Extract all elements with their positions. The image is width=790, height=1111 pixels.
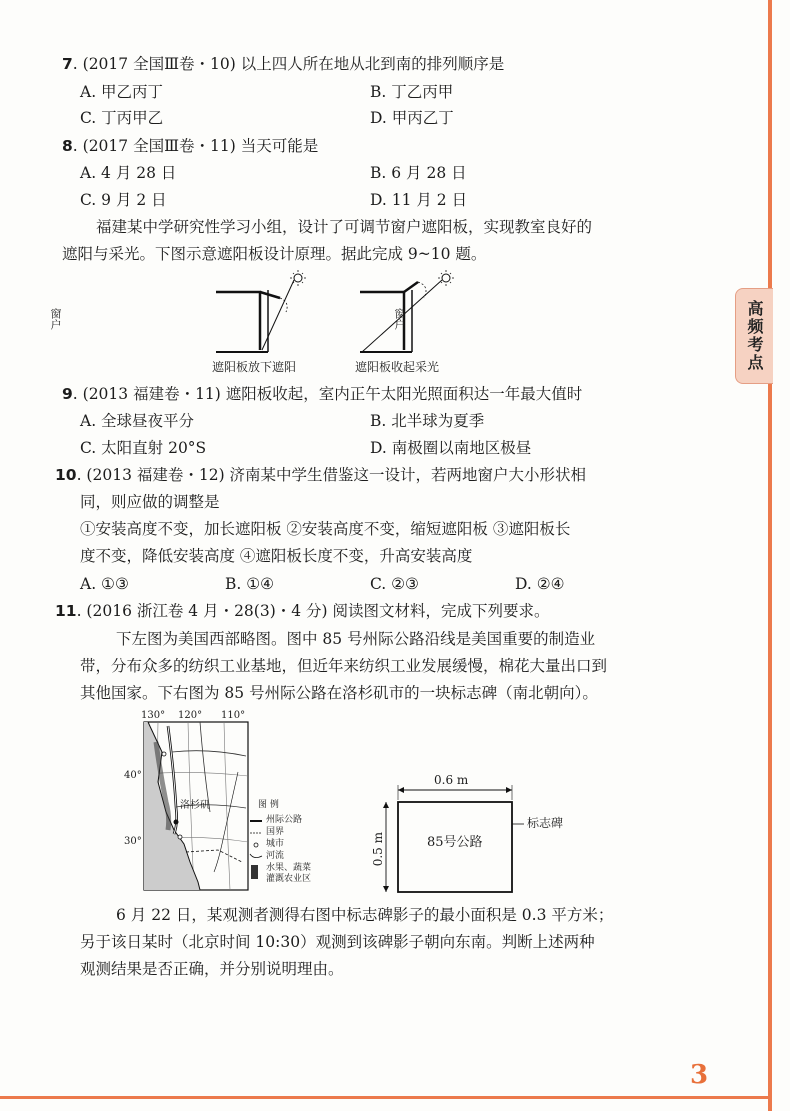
q10-option-a: A. ①③ (80, 575, 129, 593)
side-tab-label: 高频考点 (745, 300, 764, 372)
q8-option-a: A. 4 月 28 日 (80, 164, 177, 182)
q7-number: 7 (62, 55, 73, 73)
q9-option-d: D. 南极圈以南地区极昼 (370, 439, 532, 457)
q10-text-line-2: 同，则应做的调整是 (80, 493, 220, 511)
q8-option-c: C. 9 月 2 日 (80, 191, 167, 209)
q11-number: 11 (55, 602, 77, 620)
map-lon-label-110: 110° (221, 710, 246, 721)
q11-stem (55, 601, 550, 621)
sun-icon (442, 274, 450, 282)
q10-option-c: C. ②③ (370, 575, 419, 593)
q8-number: 8 (62, 137, 73, 155)
q10-body-line-2: 度不变，降低安装高度 ④遮阳板长度不变，升高安装高度 (80, 547, 473, 565)
map-lat-label-40: 40° (124, 770, 142, 781)
q8-text: . (2017 全国Ⅲ卷・11) 当天可能是 (72, 137, 319, 155)
map-city-label: 洛杉矶 (180, 800, 210, 811)
q9-option-b: B. 北半球为夏季 (370, 412, 485, 430)
sign-height-label: 0.5 m (371, 832, 385, 867)
legend-border: 国界 (266, 827, 285, 837)
side-tab (735, 288, 773, 384)
sunshade-lowered-figure (216, 270, 306, 352)
map-lon-label-130: 130° (141, 710, 166, 721)
legend-title: 图 例 (258, 800, 279, 810)
q10-body-line-1: ①安装高度不变，加长遮阳板 ②安装高度不变，缩短遮阳板 ③遮阳板长 (80, 520, 571, 538)
sunshade-raised-figure (360, 270, 454, 352)
intro-9-10-line-2: 遮阳与采光。下图示意遮阳板设计原理。据此完成 9~10 题。 (62, 245, 487, 263)
legend-irrigation: 灌溉农业区 (266, 874, 312, 884)
q10-number: 10 (55, 466, 77, 484)
q7-option-c: C. 丁丙甲乙 (80, 109, 164, 127)
q9-number: 9 (62, 385, 73, 403)
q8-option-b: B. 6 月 28 日 (370, 164, 467, 182)
sign-pointer-label: 标志碑 (527, 816, 564, 830)
legend-fruit-veg: 水果、蔬菜 (266, 863, 312, 873)
sun-icon (294, 274, 302, 282)
window-label-left: 窗户 (49, 308, 62, 330)
q10-option-d: D. ②④ (515, 575, 565, 593)
q9-text: . (2013 福建卷・11) 遮阳板收起，室内正午太阳光照面积达一年最大值时 (72, 385, 583, 403)
caption-lowered: 遮阳板放下遮阳 (212, 360, 297, 374)
map-lat-label-30: 30° (124, 836, 142, 847)
map-legend (250, 821, 262, 879)
intro-9-10-line-1: 福建某中学研究性学习小组，设计了可调节窗户遮阳板，实现教室良好的 (96, 218, 593, 236)
page-number: 3 (690, 1060, 709, 1090)
q9-option-a: A. 全球昼夜平分 (80, 412, 195, 430)
q7-text: . (2017 全国Ⅲ卷・10) 以上四人所在地从北到南的排列顺序是 (72, 55, 505, 73)
map-lon-label-120: 120° (178, 710, 203, 721)
caption-raised: 遮阳板收起采光 (355, 360, 440, 374)
q11-question-line-2: 另于该日某时（北京时间 10:30）观测到该碑影子朝向东南。判断上述两种 (80, 933, 595, 951)
q11-intro-line-2: 带，分布众多的纺织工业基地，但近年来纺织工业发展缓慢，棉花大量出口到 (80, 657, 608, 675)
q10-stem (55, 465, 586, 485)
legend-river: 河流 (266, 851, 285, 861)
q7-option-b: B. 丁乙丙甲 (370, 83, 454, 101)
q7-option-d: D. 甲丙乙丁 (370, 109, 454, 127)
q9-stem (62, 384, 582, 404)
q8-option-d: D. 11 月 2 日 (370, 191, 468, 209)
q11-question-line-1: 6 月 22 日，某观测者测得右图中标志碑影子的最小面积是 0.3 平方米； (116, 906, 614, 924)
page-bottom-rule (0, 1096, 772, 1099)
q11-question-line-3: 观测结果是否正确，并分别说明理由。 (80, 960, 344, 978)
q8-stem (62, 136, 318, 156)
q10-option-b: B. ①④ (225, 575, 275, 593)
q10-text-line-1: . (2013 福建卷・12) 济南某中学生借鉴这一设计，若两地窗户大小形状相 (76, 466, 587, 484)
q11-intro-line-1: 下左图为美国西部略图。图中 85 号州际公路沿线是美国重要的制造业 (116, 630, 596, 648)
sign-width-label: 0.6 m (434, 773, 469, 787)
q9-option-c: C. 太阳直射 20°S (80, 439, 207, 457)
los-angeles-marker (174, 820, 179, 825)
q11-intro-line-3: 其他国家。下右图为 85 号州际公路在洛杉矶市的一块标志碑（南北朝向）。 (80, 684, 598, 702)
q11-text: . (2016 浙江卷 4 月・28(3)・4 分) 阅读图文材料，完成下列要求。 (76, 602, 550, 620)
q7-stem (62, 54, 504, 74)
legend-city: 城市 (266, 839, 285, 849)
window-label-right: 窗户 (393, 308, 406, 330)
legend-interstate: 州际公路 (266, 815, 303, 825)
sign-text: 85号公路 (427, 835, 483, 850)
q7-option-a: A. 甲乙丙丁 (80, 83, 164, 101)
